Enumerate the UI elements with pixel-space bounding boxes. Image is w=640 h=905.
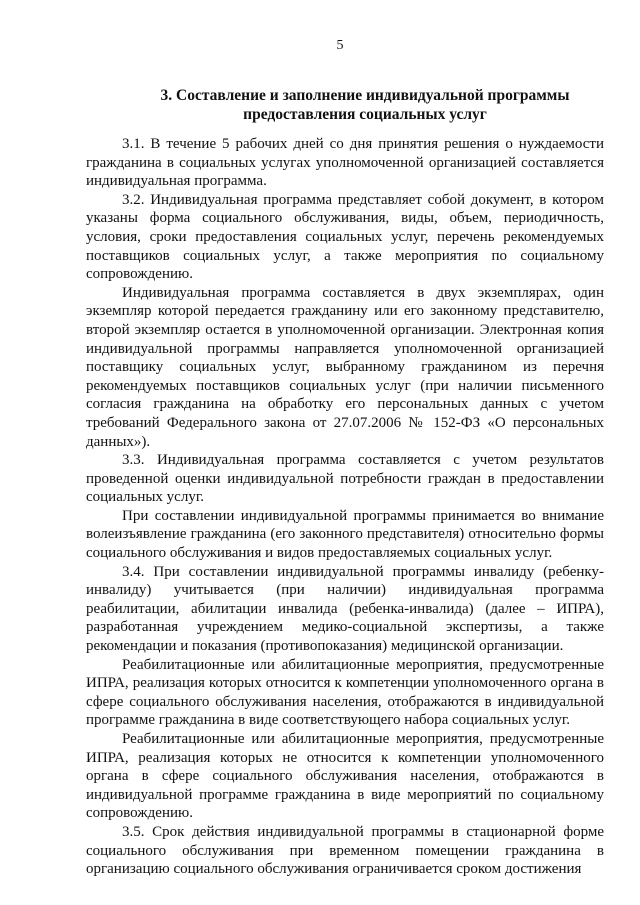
section-title-line-1: 3. Составление и заполнение индивидуальной программы bbox=[160, 87, 570, 104]
paragraph-ipra-within: Реабилитационные или абилитационные мероприятия, предусмотренные ИПРА, реализация которых относится к компетенции уполномоченного органа в сфере социального обслуживания населения, отображаются в индивидуальной программе гражданина в виде соответствующего набора социальных услуг. bbox=[86, 656, 604, 729]
paragraph-3-1: 3.1. В течение 5 рабочих дней со дня принятия решения о нуждаемости гражданина в социальных услугах уполномоченной организацией составляется индивидуальная программа. bbox=[86, 136, 604, 190]
paragraph-will: При составлении индивидуальной программы принимается во внимание волеизъявление гражданина (его законного представителя) относительно формы социального обслуживания и видов предоставляемых социальных услуг. bbox=[86, 507, 604, 562]
section-title bbox=[115, 86, 615, 124]
paragraph-3-2: 3.2. Индивидуальная программа представляет собой документ, в котором указаны форма социального обслуживания, виды, объем, периодичность, условия, сроки предоставления социальных услуг, перечень рекомендуемых поставщиков социальных услуг, а также мероприятия по социальному сопровождению. bbox=[86, 191, 604, 283]
paragraph-ipra-outside: Реабилитационные или абилитационные мероприятия, предусмотренные ИПРА, реализация которых не относится к компетенции уполномоченного органа в сфере социального обслуживания населения, отображаются в индивидуальной программе гражданина в виде мероприятий по социальному сопровождению. bbox=[86, 731, 604, 822]
paragraph-3-5: 3.5. Срок действия индивидуальной программы в стационарной форме социального обслуживания при временном помещении гражданина в организацию социального обслуживания ограничивается сроком достижения bbox=[86, 823, 604, 878]
paragraph-3-3: 3.3. Индивидуальная программа составляется с учетом результатов проведенной оценки индивидуальной потребности граждан в предоставлении социальных услуг. bbox=[86, 452, 604, 506]
section-title-line-2: предоставления социальных услуг bbox=[243, 106, 487, 123]
document-body bbox=[86, 135, 604, 879]
paragraph-copies: Индивидуальная программа составляется в двух экземплярах, один экземпляр которой передается гражданину или его законному представителю, второй экземпляр остается в уполномоченной организации. Электронная копия индивидуальной программы направляется уполномоченной организацией поставщику социальных услуг, выбранному гражданином из перечня рекомендуемых поставщиков социальных услуг (при наличии письменного согласия гражданина на обработку его персональных данных с учетом требований Федерального закона от 27.07.2006 № 152-ФЗ «О персональных данных»). bbox=[86, 284, 604, 450]
paragraph-3-4: 3.4. При составлении индивидуальной программы инвалиду (ребенку-инвалиду) учитывается (при наличии) индивидуальная программа реабилитации, абилитации инвалида (ребенка-инвалида) (далее – ИПРА), разработанная учреждением медико-социальной экспертизы, а также рекомендации и показания (противопоказания) медицинской организации. bbox=[86, 563, 604, 655]
page-number: 5 bbox=[336, 38, 344, 53]
